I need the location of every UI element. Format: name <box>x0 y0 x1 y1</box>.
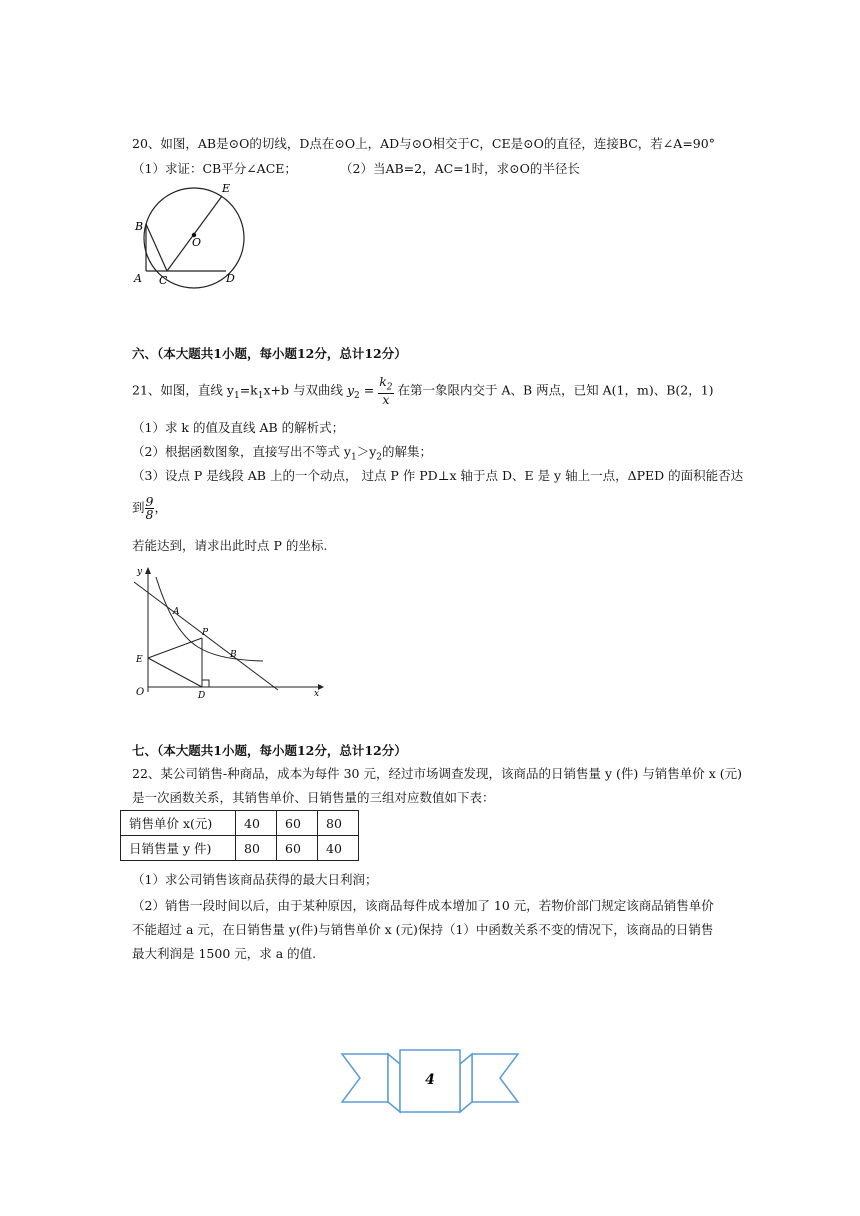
label-x: x <box>314 689 320 699</box>
label-b: B <box>230 650 237 660</box>
q21-stem-post: 在第一象限内交于 A、B 两点，已知 A(1，m)、B(2，1) <box>397 382 714 398</box>
label-a: A <box>173 607 180 617</box>
segment-ed <box>148 658 202 687</box>
label-d: D <box>198 691 206 701</box>
q21-part3-fraction: $\frac{9}{8}$ <box>145 493 154 522</box>
q20-stem: 20、如图，AB是⊙O的切线，D点在⊙O上，AD与⊙O相交于C，CE是⊙O的直径，连接BC，若∠A=90° <box>132 136 715 151</box>
table-cell: 60 <box>277 836 318 861</box>
label-o: O <box>136 687 145 698</box>
q21-stem-mid2: x+b 与双曲线 <box>263 382 343 398</box>
q21-part3-b: 到 $\frac{9}{8}$ ， <box>132 493 167 522</box>
q21-part3: （3）设点 P 是线段 AB 上的一个动点， 过点 P 作 PD⊥x 轴于点 D、E 是 y 轴上一点，ΔPED 的面积能否达 <box>132 468 744 483</box>
label-e: E <box>136 655 143 665</box>
q20-part1: （1）求证：CB平分∠ACE； <box>132 161 297 176</box>
page-number: 4 <box>425 1072 435 1088</box>
table-row-header: 销售单价 x(元) <box>121 811 236 836</box>
right-angle-mark <box>202 680 209 687</box>
section-6-heading: 六、（本大题共1小题，每小题12分，总计12分） <box>132 346 407 361</box>
label-o: O <box>192 236 202 249</box>
q21-y2: y <box>346 382 355 398</box>
q21-figure <box>128 562 328 702</box>
q20-part2: （2）当AB=2，AC=1时，求⊙O的半径长 <box>340 161 580 176</box>
label-p: P <box>202 628 209 638</box>
label-e: E <box>222 182 231 195</box>
q20-figure <box>130 180 255 290</box>
q22-part2-a: （2）销售一段时间以后，由于某种原因，该商品每件成本增加了 10 元，若物价部门规定该商品销售单价 <box>132 898 714 913</box>
q21-part2: （2）根据函数图象，直接写出不等式 $y_1>y_2$的解集； <box>132 444 433 463</box>
hyperbola <box>156 577 263 661</box>
label-a: A <box>134 272 142 285</box>
y-axis-arrow <box>145 567 151 574</box>
q22-stem-1: 22、某公司销售-种商品，成本为每件 30 元，经过市场调查发现，该商品的日销售量 y (件) 与销售单价 x (元) <box>132 766 742 781</box>
q22-part2-b: 不能超过 a 元，在日销售量 y(件)与销售单价 x (元)保持（1）中函数关系不变的情况下，该商品的日销售 <box>132 922 714 937</box>
ribbon-right-tail <box>472 1054 518 1102</box>
label-y: y <box>137 567 143 577</box>
q21-stem-mid: =k <box>239 382 258 398</box>
table-cell: 60 <box>277 811 318 836</box>
q21-part1: （1）求 k 的值及直线 AB 的解析式； <box>132 420 345 435</box>
label-c: C <box>159 274 168 287</box>
q21-part3-c: 若能达到，请求出此时点 P 的坐标. <box>132 538 328 553</box>
table-row <box>121 811 359 836</box>
q22-stem-2: 是一次函数关系，其销售单价、日销售量的三组对应数值如下表： <box>132 790 495 805</box>
segment-bc <box>146 224 167 271</box>
table-cell: 40 <box>236 811 277 836</box>
q22-table <box>120 810 359 861</box>
q21-stem: 21、如图，直线 $y_1=k_1x+b$ 与双曲线 $y_2$ = $\frac{k_2}{x}$ 在第一象限内交于 A、B 两点，已知 A(1，m)、B(2，1) <box>132 374 714 407</box>
page-ribbon <box>340 1040 520 1120</box>
q22-part2-c: 最大利润是 1500 元，求 a 的值. <box>132 946 317 961</box>
table-cell: 80 <box>318 811 359 836</box>
table-cell: 40 <box>318 836 359 861</box>
table-row-header: 日销售量 y 件) <box>121 836 236 861</box>
q22-part1: （1）求公司销售该商品获得的最大日利润； <box>132 872 378 887</box>
q21-stem-pre: 21、如图，直线 y <box>132 382 234 398</box>
segment-ep <box>148 638 202 658</box>
q21-fraction: $\frac{k_2}{x}$ <box>379 374 393 407</box>
label-d: D <box>226 272 235 285</box>
ribbon-left-tail <box>342 1054 388 1102</box>
table-row <box>121 836 359 861</box>
q21-eq: = <box>359 382 379 398</box>
label-b: B <box>135 220 144 233</box>
table-cell: 80 <box>236 836 277 861</box>
section-7-heading: 七、（本大题共1小题，每小题12分，总计12分） <box>132 743 407 758</box>
